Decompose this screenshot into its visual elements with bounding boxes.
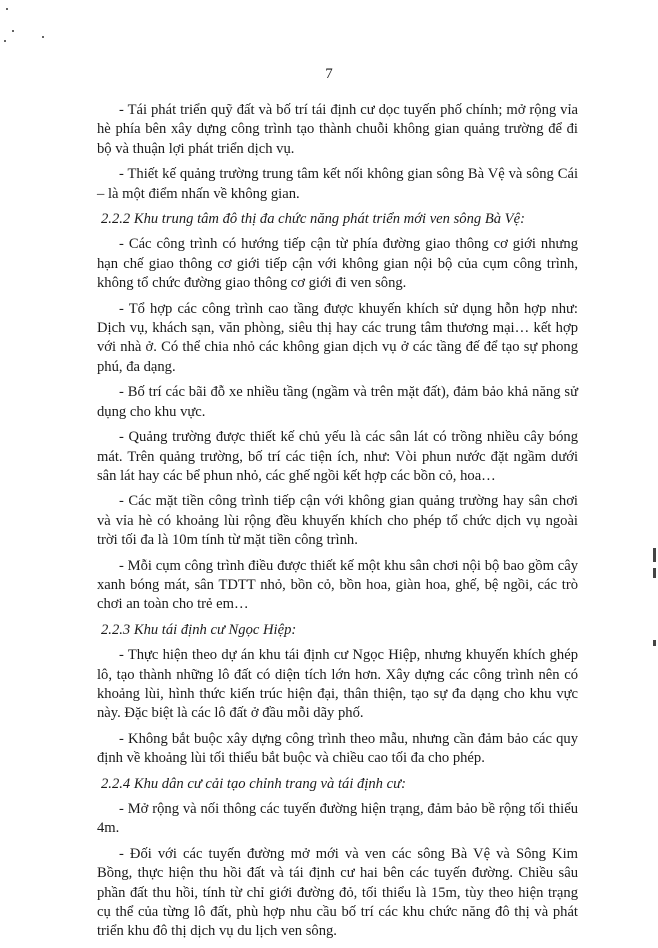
section-heading: 2.2.3 Khu tái định cư Ngọc Hiệp: (101, 621, 297, 638)
paragraph: - Các công trình có hướng tiếp cận từ phía đường giao thông cơ giới nhưng hạn chế giao thông cơ giới tiếp cận với không gian nội bộ của cụm công trình, không tổ chức đường giao thông cơ giới đi ven sông. (97, 236, 578, 292)
paragraph: - Quảng trường được thiết kế chủ yếu là các sân lát có trồng nhiều cây bóng mát. Trên quảng trường, bố trí các tiện ích, như: Vòi phun nước đặt ngầm dưới sân lát hay các bể phun nhỏ, các ghế ngồi kết hợp các bồn cỏ, hoa… (97, 429, 578, 484)
paragraph: - Mỗi cụm công trình điều được thiết kế một khu sân chơi nội bộ bao gồm cây xanh bóng mát, sân TDTT nhỏ, bồn cỏ, bồn hoa, giàn hoa, ghế, bệ ngồi, các trò chơi an toàn cho trẻ em… (97, 557, 578, 613)
scan-speck (6, 8, 8, 10)
paragraph: - Tái phát triển quỹ đất và bố trí tái định cư dọc tuyến phố chính; mở rộng vỉa hè phía bên xây dựng công trình tạo thành chuỗi không gian quảng trường để đi bộ và thuận lợi phát triển dịch vụ. (97, 102, 578, 157)
paragraph: - Thiết kế quảng trường trung tâm kết nối không gian sông Bà Vệ và sông Cái – là một điểm nhấn về không gian. (97, 166, 578, 202)
scan-speck (12, 30, 14, 32)
paragraph: - Đối với các tuyến đường mở mới và ven các sông Bà Vệ và Sông Kim Bồng, thực hiện thu hồi đất và tái định cư hai bên các tuyến đường. Chiều sâu phần đất thu hồi, tính từ chỉ giới đường đỏ, tối thiểu là 15m, tùy theo hiện trạng cụ thể của từng lô đất, phù hợp nhu cầu bố trí các khu chức năng đô thị và phát triển khu đô thị dịch vụ du lịch ven sông. (97, 845, 578, 940)
document-body (97, 101, 578, 948)
paragraph: - Tổ hợp các công trình cao tầng được khuyến khích sử dụng hỗn hợp như: Dịch vụ, khách sạn, văn phòng, siêu thị hay các trung tâm thương mại… kết hợp với nhà ở. Có thể chia nhỏ các không gian dịch vụ ở các tầng đế để tạo sự phong phú, đa dạng. (97, 300, 578, 375)
scan-edge-mark (653, 568, 656, 578)
scan-edge-mark (653, 548, 656, 562)
section-heading: 2.2.2 Khu trung tâm đô thị đa chức năng phát triển mới ven sông Bà Vệ: (101, 211, 525, 228)
paragraph: - Không bắt buộc xây dựng công trình theo mẫu, nhưng cần đảm bảo các quy định về khoảng lùi tối thiểu bắt buộc và chiều cao tối đa cho phép. (97, 730, 578, 767)
scan-edge-mark (653, 640, 656, 646)
section-heading: 2.2.4 Khu dân cư cải tạo chỉnh trang và tái định cư: (101, 775, 406, 792)
paragraph: - Bố trí các bãi đỗ xe nhiều tầng (ngầm và trên mặt đất), đảm bảo khả năng sử dụng cho khu vực. (97, 384, 578, 420)
scan-speck (4, 40, 6, 42)
paragraph: - Các mặt tiền công trình tiếp cận với không gian quảng trường hay sân chơi và vỉa hè có khoảng lùi rộng đều khuyến khích cho phép tổ chức dịch vụ ngoài trời tối đa là 10m tính từ mặt tiền công trình. (97, 493, 578, 549)
scan-speck (42, 36, 44, 38)
page-number: 7 (325, 66, 333, 82)
paragraph: - Thực hiện theo dự án khu tái định cư Ngọc Hiệp, nhưng khuyến khích ghép lô, tạo thành những lô đất có diện tích lớn hơn. Xây dựng các công trình nên có khoảng lùi, hình thức kiến trúc hiện đại, thân thiện, tạo sự đa dạng cho khu vực này. Đặc biệt là các lô đất ở đầu mỗi dãy phố. (97, 647, 578, 722)
paragraph: - Mở rộng và nối thông các tuyến đường hiện trạng, đảm bảo bề rộng tối thiểu 4m. (97, 801, 578, 837)
